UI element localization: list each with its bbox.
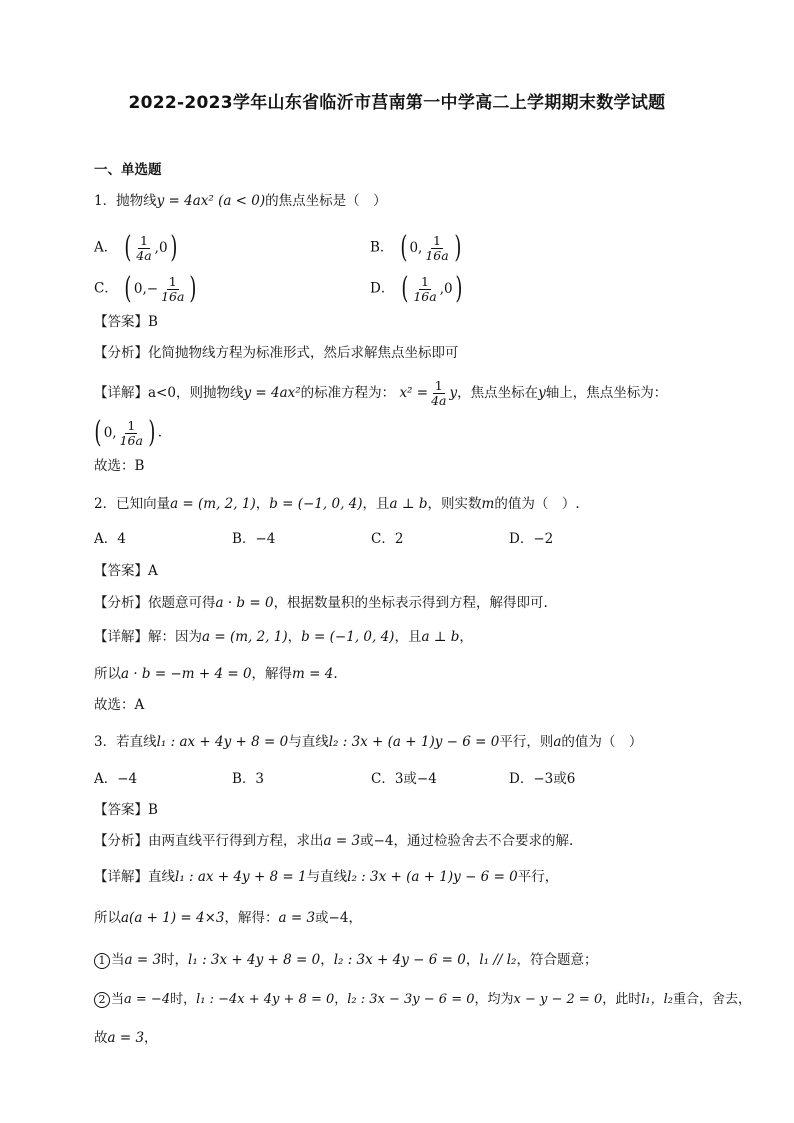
q1-stem-a: 1．抛物线: [94, 193, 157, 209]
q2-analysis-b: ，根据数量积的坐标表示得到方程，解得即可.: [273, 595, 548, 611]
q1-detail-b: 的标准方程为：: [300, 385, 396, 401]
q3-c1-c: ，符合题意；: [516, 952, 598, 968]
q3-c2-d: ，此时: [602, 992, 642, 1007]
q1-option-c-value: ( 0,− $\frac{1}{16a}$ ): [124, 271, 197, 306]
q1-option-c-pre: 0,−: [133, 281, 159, 297]
q3-c1-par: l₁ // l₂: [479, 952, 517, 968]
circled-number-icon: 2: [94, 992, 110, 1008]
q3-c1-eq: a = 3: [124, 952, 162, 968]
q3-c2-sep: ，: [334, 992, 348, 1007]
q2-stem-d: 的值为（ ）.: [494, 496, 580, 512]
q3-detail-c: 平行，: [517, 869, 559, 885]
q2-choose: 故选：A: [94, 697, 145, 713]
q2-detail-b: ，且: [394, 629, 422, 645]
answer-tag: 【答案】: [94, 563, 148, 579]
answer-tag: 【答案】: [94, 802, 148, 818]
q3-c2-l2: l₂ : 3x − 3y − 6 = 0: [347, 992, 475, 1007]
detail-tag: 【详解】: [94, 629, 148, 645]
q1-option-c-label: C．: [94, 280, 118, 297]
q2-analysis-eq: a · b = 0: [215, 595, 274, 611]
q3-detail-b: 与直线: [306, 869, 348, 885]
q3-c2-b: 时，: [170, 992, 197, 1007]
question-1-stem: [94, 191, 387, 211]
q3-c1-sep2: ，: [465, 952, 480, 968]
q3-stem-l2: l₂ : 3x + (a + 1)y − 6 = 0: [328, 734, 500, 750]
answer-tag: 【答案】: [94, 314, 148, 330]
q3-stem-d: 的值为（ ）: [561, 734, 643, 750]
q3-analysis: [94, 831, 573, 851]
q3-c1-l1: l₁ : 3x + 4y + 8 = 0: [188, 952, 321, 968]
q2-stem-b: ，且: [362, 496, 390, 512]
q2-option-a: A．4: [94, 531, 126, 547]
q3-case-1: [94, 950, 597, 970]
q3-analysis-a: 由两直线平行得到方程，求出: [148, 833, 324, 849]
q3-final: [94, 1028, 158, 1048]
q2-so: [94, 664, 338, 684]
q3-stem-b: 与直线: [288, 734, 329, 750]
q3-detail-l1: l₁ :: [175, 869, 194, 885]
q2-option-d: D．−2: [509, 531, 554, 547]
q2-analysis: [94, 593, 548, 613]
q3-option-a: A．−4: [94, 771, 138, 787]
q3-c1-b: 时，: [161, 952, 189, 968]
detail-tag: 【详解】: [94, 869, 148, 885]
q1-detail-d: 轴上，焦点坐标为：: [545, 385, 668, 401]
q3-c1-l2: l₂ : 3x + 4y − 6 = 0: [333, 952, 466, 968]
q3-option-b: B．3: [232, 771, 265, 787]
frac-num: 1: [434, 378, 443, 393]
analysis-text: 化简抛物线方程为标准形式，然后求解焦点坐标即可: [148, 345, 459, 361]
q1-analysis: [94, 343, 459, 363]
q3-so-eq2: a = 3: [278, 910, 316, 926]
q1-option-d-frac: [411, 275, 438, 304]
q1-focus-value: ( 0, $\frac{1}{16a}$ ): [94, 415, 156, 450]
q3-analysis-b: 或−4，通过检验舍去不合要求的解.: [360, 833, 574, 849]
q2-so-a: 所以: [94, 666, 121, 682]
detail-tag: 【详解】: [94, 385, 148, 401]
q2-stem-eq1: a = (m, 2, 1): [170, 496, 256, 512]
frac-den: 16a: [413, 288, 437, 304]
q3-stem-c: 平行，则: [499, 734, 554, 750]
frac-den: 4a: [431, 393, 447, 408]
q1-option-d-rest: ,0: [439, 281, 453, 297]
q1-option-b-value: ( 0, $\frac{1}{16a}$ ): [400, 230, 462, 265]
q1-detail: [94, 379, 667, 408]
q1-detail-c: ，焦点坐标在: [457, 385, 539, 401]
q2-detail-sep: ，: [287, 629, 302, 645]
answer-value: B: [148, 314, 158, 330]
q1-detail-eq2-post: y: [449, 385, 458, 401]
analysis-tag: 【分析】: [94, 345, 148, 361]
q1-option-a-value: ( $\frac{1}{4a}$ ,0 ): [123, 230, 177, 265]
q3-detail-eq2: 3x + (a + 1)y − 6 = 0: [370, 869, 518, 885]
analysis-tag: 【分析】: [94, 595, 148, 611]
q2-detail-perp: a ⊥ b: [421, 629, 460, 645]
q1-option-b-frac: [423, 234, 450, 263]
circled-number-icon: 1: [94, 953, 110, 969]
q2-detail-c: ，: [459, 629, 473, 645]
frac-den: 16a: [425, 247, 449, 263]
q3-c1-a: 当: [111, 952, 125, 968]
q1-option-b: [370, 230, 463, 265]
q3-detail-a: 直线: [148, 869, 175, 885]
question-3-stem: [94, 732, 642, 752]
q2-stem-perp: a ⊥ b: [389, 496, 428, 512]
answer-value: B: [148, 802, 158, 818]
q3-detail-eq1: ax + 4y + 8 = 1: [197, 869, 307, 885]
q2-stem-c: ，则实数: [427, 496, 482, 512]
q1-option-b-label: B．: [370, 239, 394, 256]
q3-so: [94, 908, 362, 928]
q1-option-c: [94, 271, 199, 306]
q3-option-d: D．−3或6: [509, 771, 576, 787]
q1-option-c-frac: [159, 275, 186, 304]
q3-final-a: 故: [94, 1030, 108, 1046]
frac-num: 1: [139, 232, 148, 248]
q1-detail-focus: [92, 415, 162, 450]
q3-stem-a-var: a: [553, 734, 562, 750]
q3-so-b: ，解得：: [224, 910, 279, 926]
q2-detail-eq1: a = (m, 2, 1): [202, 629, 288, 645]
question-2-stem: [94, 494, 580, 514]
q2-so-c: .: [333, 666, 338, 682]
q1-detail-eq2-pre: x² =: [399, 385, 429, 401]
q3-c1-sep: ，: [320, 952, 334, 968]
page-title: 2022-2023学年山东省临沂市莒南第一中学高二上学期期末数学试题: [128, 93, 666, 113]
q2-option-b: B．−4: [232, 531, 276, 547]
q1-option-a-rest: ,0: [154, 240, 168, 256]
q1-detail-a: a<0，则抛物线: [148, 385, 244, 401]
q2-detail: [94, 627, 473, 647]
q2-analysis-a: 依题意可得: [148, 595, 216, 611]
q1-focus-post: .: [157, 424, 162, 441]
q2-stem-eq2: b = (−1, 0, 4): [269, 496, 363, 512]
q3-analysis-eq: a = 3: [323, 833, 361, 849]
q3-case-2: [94, 990, 751, 1010]
q2-detail-a: 解：因为: [148, 629, 202, 645]
frac-den: 16a: [161, 288, 185, 304]
q3-c2-l1: l₁ : −4x + 4y + 8 = 0: [196, 992, 335, 1007]
q2-stem-m: m: [481, 496, 495, 512]
q3-c2-c: ，均为: [474, 992, 514, 1007]
q3-final-eq: a = 3: [107, 1030, 145, 1046]
q3-c2-eq3: x − y − 2 = 0: [513, 992, 603, 1007]
q1-option-a-label: A．: [94, 239, 118, 256]
q1-focus-frac: [118, 419, 145, 448]
q3-c2-ll: l₁，l₂: [641, 992, 673, 1007]
q2-detail-eq2: b = (−1, 0, 4): [301, 629, 395, 645]
q3-c2-a: 当: [111, 992, 125, 1007]
q1-option-d-value: ( $\frac{1}{16a}$ ,0 ): [400, 271, 462, 306]
q3-final-b: ，: [144, 1030, 158, 1046]
frac-num: 1: [127, 417, 136, 433]
frac-num: 1: [433, 232, 441, 248]
frac-num: 1: [168, 273, 177, 289]
section-heading: 一、单选题: [94, 162, 162, 178]
analysis-tag: 【分析】: [94, 833, 148, 849]
q1-focus-pre: 0,: [103, 425, 117, 441]
q3-so-eq: a(a + 1) = 4×3: [121, 910, 225, 926]
q1-detail-y: y: [538, 385, 546, 401]
q2-answer: [94, 561, 158, 581]
q3-option-c: C．3或−4: [371, 771, 437, 787]
q2-so-b: ，解得: [251, 666, 293, 682]
q3-c2-eq: a = −4: [124, 992, 171, 1007]
q2-stem-a: 2．已知向量: [94, 496, 171, 512]
q3-detail-l2: l₂ :: [347, 869, 366, 885]
q3-stem-l1: l₁ : ax + 4y + 8 = 0: [156, 734, 289, 750]
q3-stem-a: 3．若直线: [94, 734, 157, 750]
q1-option-d-label: D．: [370, 280, 395, 297]
q1-option-d: [370, 271, 464, 306]
q2-stem-sep: ，: [255, 496, 270, 512]
q3-answer: [94, 800, 158, 820]
q1-detail-frac: [429, 379, 448, 408]
frac-den: 4a: [136, 247, 152, 263]
q1-stem-b: 的焦点坐标是（ ）: [265, 193, 387, 209]
q3-c2-e: 重合，舍去，: [673, 992, 752, 1007]
frac-num: 1: [421, 273, 429, 289]
q2-so-eq: a · b = −m + 4 = 0: [121, 666, 252, 682]
q1-option-b-pre: 0,: [409, 240, 423, 256]
q1-stem-eq: y = 4ax² (a < 0): [156, 193, 266, 209]
q1-option-a-frac: [134, 234, 153, 263]
q2-option-c: C．2: [371, 531, 404, 547]
q3-so-c: 或−4，: [315, 910, 362, 926]
q3-detail: [94, 867, 558, 887]
q1-answer: [94, 312, 158, 332]
frac-den: 16a: [119, 432, 143, 448]
q1-option-a: [94, 230, 179, 265]
q3-so-a: 所以: [94, 910, 121, 926]
q1-choose: 故选：B: [94, 458, 145, 474]
q1-detail-eq1: y = 4ax²: [243, 385, 301, 401]
answer-value: A: [148, 563, 158, 579]
q2-so-eq2: m = 4: [292, 666, 334, 682]
